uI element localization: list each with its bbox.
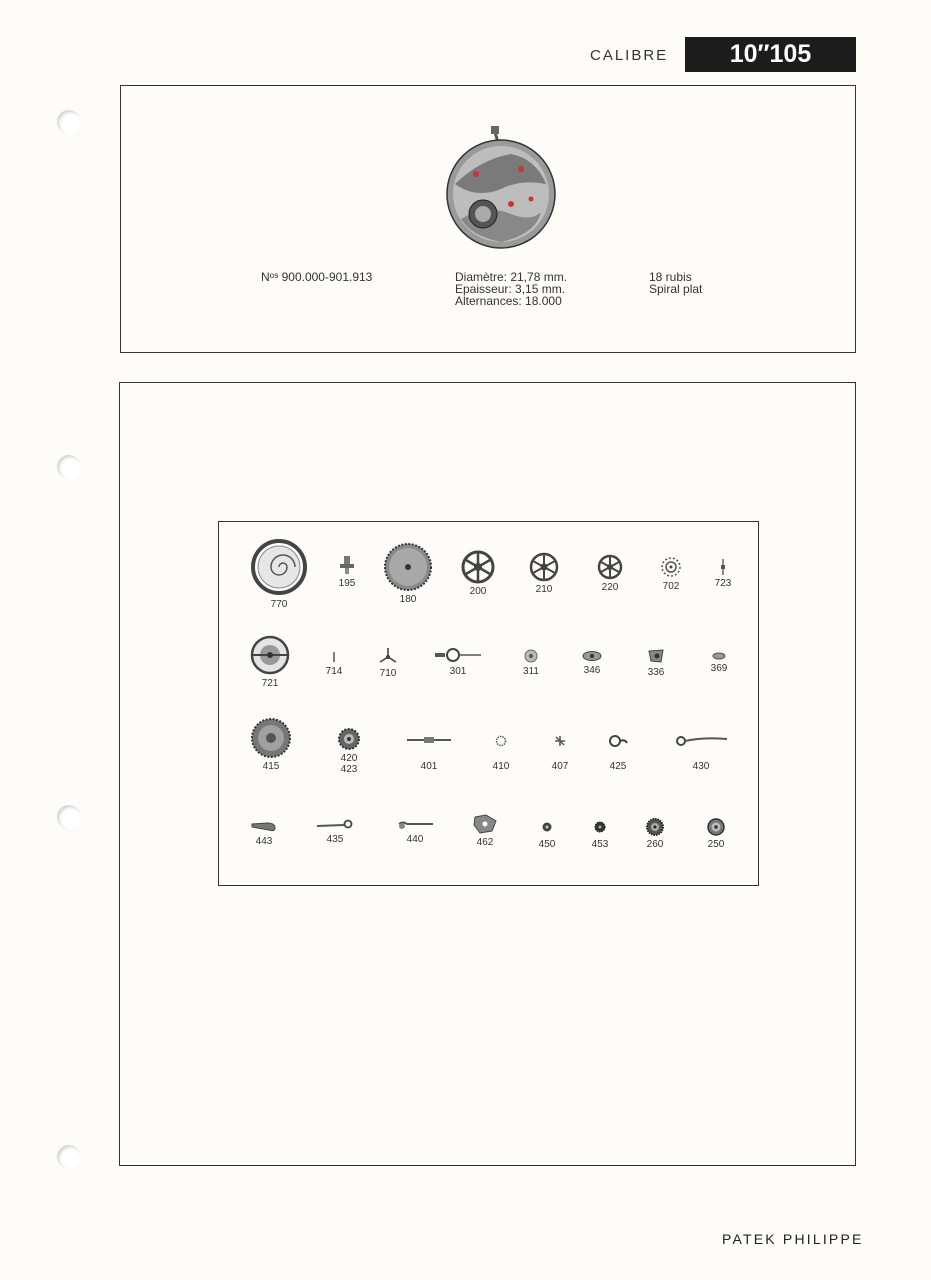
part-430: 430	[671, 733, 731, 772]
parts-chart	[218, 521, 759, 886]
part-260: 260	[625, 817, 685, 850]
part-443: 443	[234, 818, 294, 847]
part-453: 453	[570, 821, 630, 850]
part-435: 435	[305, 818, 365, 845]
serial-range: Nᵒˢ 900.000-901.913	[261, 270, 373, 284]
calibre-label: CALIBRE	[590, 47, 669, 64]
part-210: 210	[514, 552, 574, 595]
movement-image	[441, 124, 561, 254]
part-450: 450	[517, 821, 577, 850]
diameter-spec: Diamètre: 21,78 mm.	[455, 270, 568, 284]
part-401: 401	[399, 733, 459, 772]
jewels-spec: 18 rubis	[649, 270, 692, 284]
part-721: 721	[240, 634, 300, 689]
part-710: 710	[358, 646, 418, 679]
binder-hole	[57, 455, 81, 479]
calibre-number: 10″105	[685, 37, 856, 72]
part-714: 714	[325, 666, 343, 677]
alternations-spec: Alternances: 18.000	[455, 294, 562, 308]
part-220: 220	[580, 554, 640, 593]
part-415: 415	[241, 717, 301, 772]
part-770: 770	[249, 537, 309, 610]
brand-footer: PATEK PHILIPPE	[722, 1231, 864, 1247]
binder-hole	[57, 1145, 81, 1169]
part-200: 200	[448, 550, 508, 597]
part-702: 702	[641, 555, 701, 592]
part-425: 425	[588, 733, 648, 772]
movement-panel	[120, 85, 856, 353]
part-336: 336	[626, 647, 686, 678]
part-180: 180	[378, 542, 438, 605]
part-462: 462	[455, 813, 515, 848]
part-311: 311	[501, 648, 561, 677]
hairspring-spec: Spiral plat	[649, 282, 703, 296]
binder-hole	[57, 805, 81, 829]
part-369: 369	[689, 651, 749, 674]
part-440: 440	[385, 818, 445, 845]
thickness-spec: Epaisseur: 3,15 mm.	[455, 282, 566, 296]
part-301: 301	[428, 646, 488, 677]
part-407: 407	[530, 735, 590, 772]
part-723: 723	[693, 558, 753, 589]
part-410: 410	[471, 735, 531, 772]
part-195: 195	[317, 554, 377, 589]
part-250: 250	[686, 817, 746, 850]
part-420-423: 420 423	[319, 727, 379, 775]
part-346: 346	[562, 649, 622, 676]
binder-hole	[57, 110, 81, 134]
